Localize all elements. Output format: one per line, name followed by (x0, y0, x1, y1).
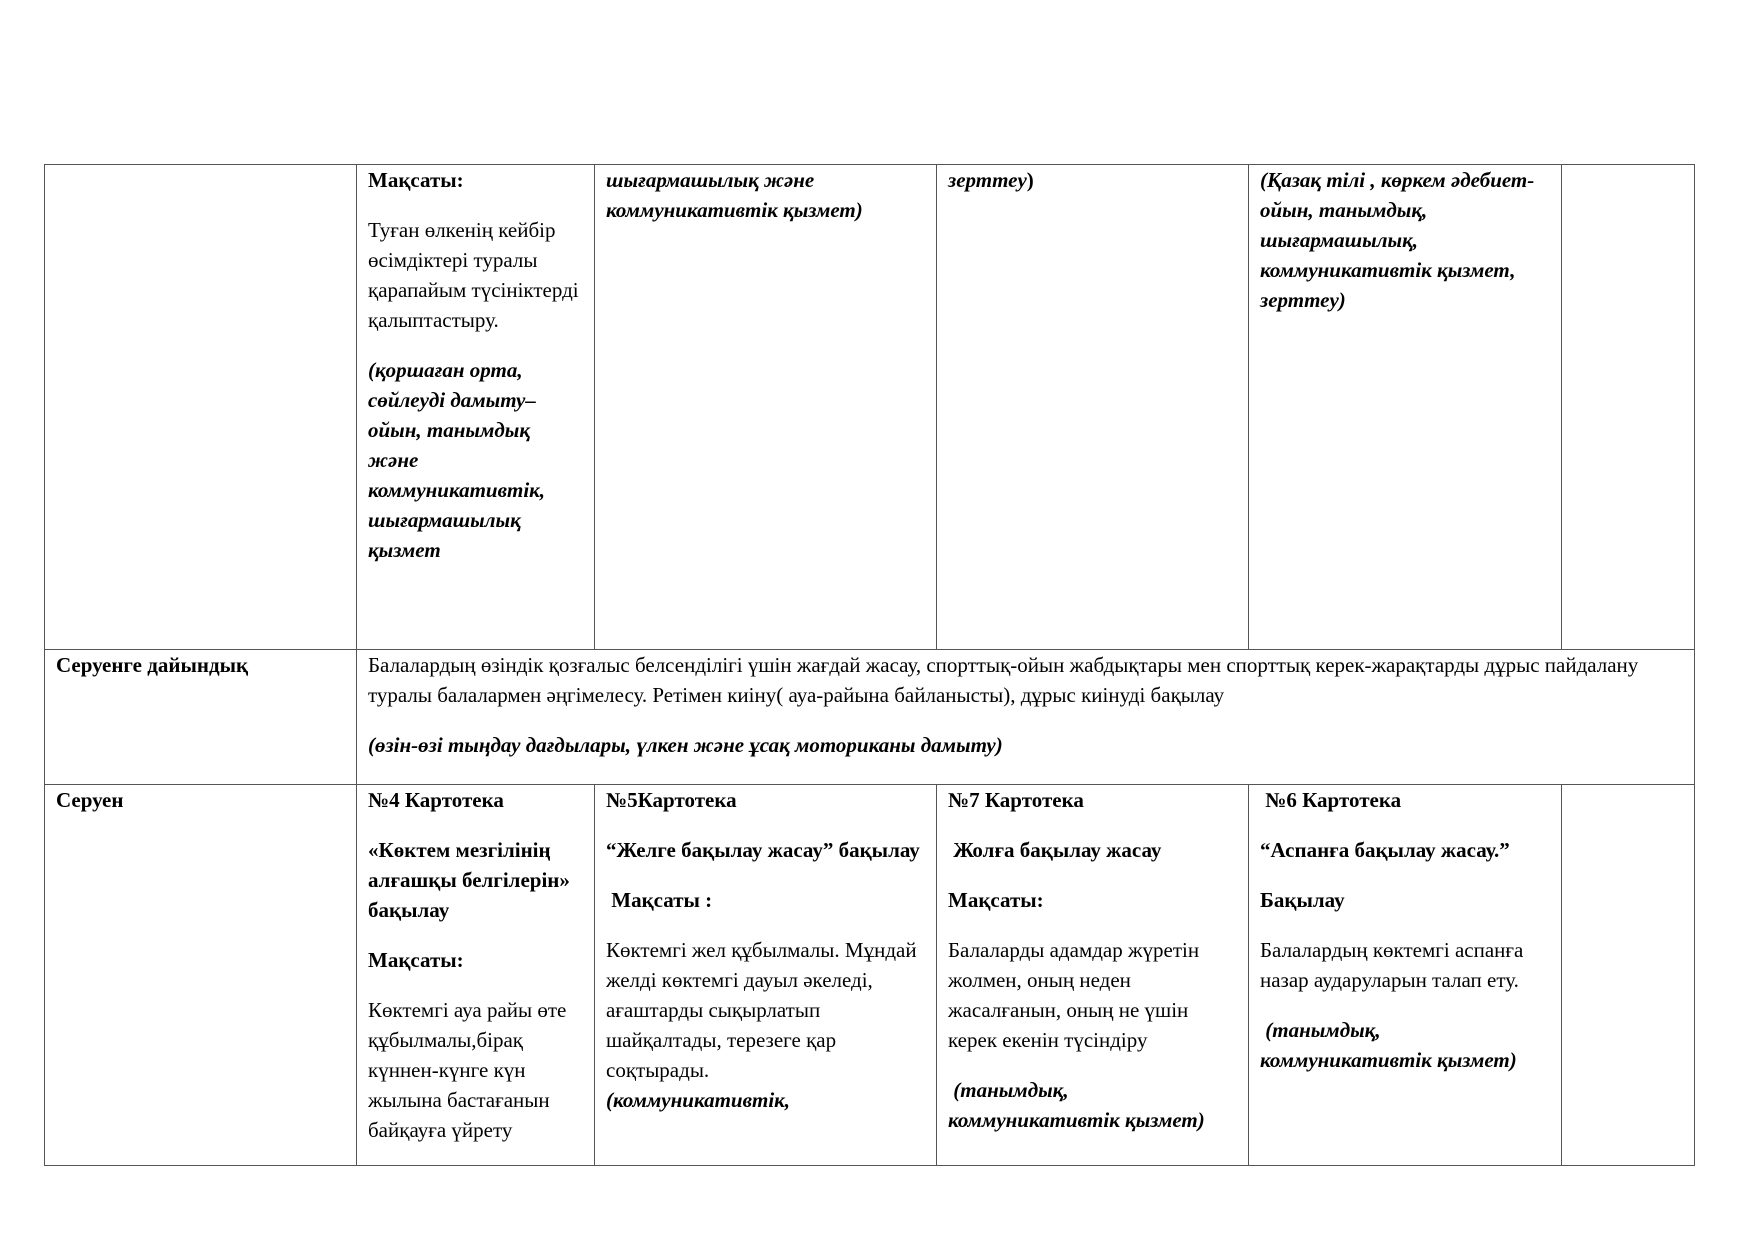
goal-heading: Мақсаты: (948, 888, 1044, 912)
walk-card-cell (595, 785, 937, 1166)
activity-note: зерттеу (948, 168, 1027, 192)
walk-preparation-cell (357, 650, 1695, 785)
observation-title: “Желге бақылау жасау” бақылау (606, 838, 920, 862)
goal-text: Балалардың көктемгі аспанға назар аударуларын талап ету. (1260, 938, 1524, 992)
observation-title: Жолға бақылау жасау (948, 838, 1162, 862)
activity-note: (өзін-өзі тыңдау дағдылары, үлкен және ұсақ моториканы дамыту) (368, 733, 1003, 757)
goal-heading: Мақсаты: (368, 948, 464, 972)
activity-note: (танымдық, коммуникативтік қызмет) (948, 1078, 1205, 1132)
activity-cell (937, 165, 1249, 650)
activity-cell (1249, 165, 1562, 650)
activity-note: шығармашылық және коммуникативтік қызмет) (606, 168, 863, 222)
schedule-table (44, 164, 1695, 1166)
activity-note: (танымдық, коммуникативтік қызмет) (1260, 1018, 1517, 1072)
activity-note: (коммуникативтік, (606, 1088, 791, 1112)
subheading: Бақылау (1260, 888, 1345, 912)
goal-text: Балаларды адамдар жүретін жолмен, оның неден жасалғанын, оның не үшін керек екенін түсіндіру (948, 938, 1200, 1052)
walk-card-cell (357, 785, 595, 1166)
goal-text: Көктемгі жел құбылмалы. Мұндай желді көктемгі дауыл әкеледі, ағаштарды сықырлатып шайқалтады, терезеге қар соқтырады. (606, 938, 917, 1082)
row-label: Серуен (56, 788, 124, 812)
row-label-cell (45, 650, 357, 785)
row-label-cell (45, 785, 357, 1166)
walk-preparation-text: Балалардың өзіндік қозғалыс белсенділігі үшін жағдай жасау, спорттық-ойын жабдықтары мен спорттық керек-жарақтарды дұрыс пайдалану туралы балалармен әңгімелесу. Ретімен киіну( ауа-райына байланысты), дұрыс киінуді бақылау (368, 653, 1639, 707)
activity-cell (595, 165, 937, 650)
table-row (45, 785, 1695, 1166)
observation-title: «Көктем мезгілінің алғашқы белгілерін» бақылау (368, 838, 570, 922)
row-label-cell (45, 165, 357, 650)
table-row (45, 650, 1695, 785)
goal-text: Туған өлкенің кейбір өсімдіктері туралы қарапайым түсініктерді қалыптастыру. (368, 218, 579, 332)
walk-card-cell (1249, 785, 1562, 1166)
empty-cell (1562, 165, 1695, 650)
goal-text: Көктемгі ауа райы өте құбылмалы,бірақ күннен-күнге күн жылына бастағанын байқауға үйрету (368, 998, 567, 1142)
activity-note: (Қазақ тілі , көркем әдебиет- ойын, танымдық, шығармашылық, коммуникативтік қызмет, зерттеу) (1260, 168, 1535, 312)
activity-close: ) (1026, 168, 1034, 192)
goal-heading: Мақсаты : (606, 888, 713, 912)
goal-cell (357, 165, 595, 650)
card-number: №6 Картотека (1260, 788, 1402, 812)
goal-heading: Мақсаты: (368, 168, 464, 192)
row-label: Серуенге дайындық (56, 653, 249, 677)
empty-cell (1562, 785, 1695, 1166)
walk-card-cell (937, 785, 1249, 1166)
card-number: №4 Картотека (368, 788, 504, 812)
card-number: №5Картотека (606, 788, 737, 812)
observation-title: “Аспанға бақылау жасау.” (1260, 838, 1510, 862)
activity-note: (қоршаған орта, сөйлеуді дамыту– ойын, танымдық және коммуникативтік, шығармашылық қызмет (368, 358, 546, 562)
table-row (45, 165, 1695, 650)
card-number: №7 Картотека (948, 788, 1084, 812)
